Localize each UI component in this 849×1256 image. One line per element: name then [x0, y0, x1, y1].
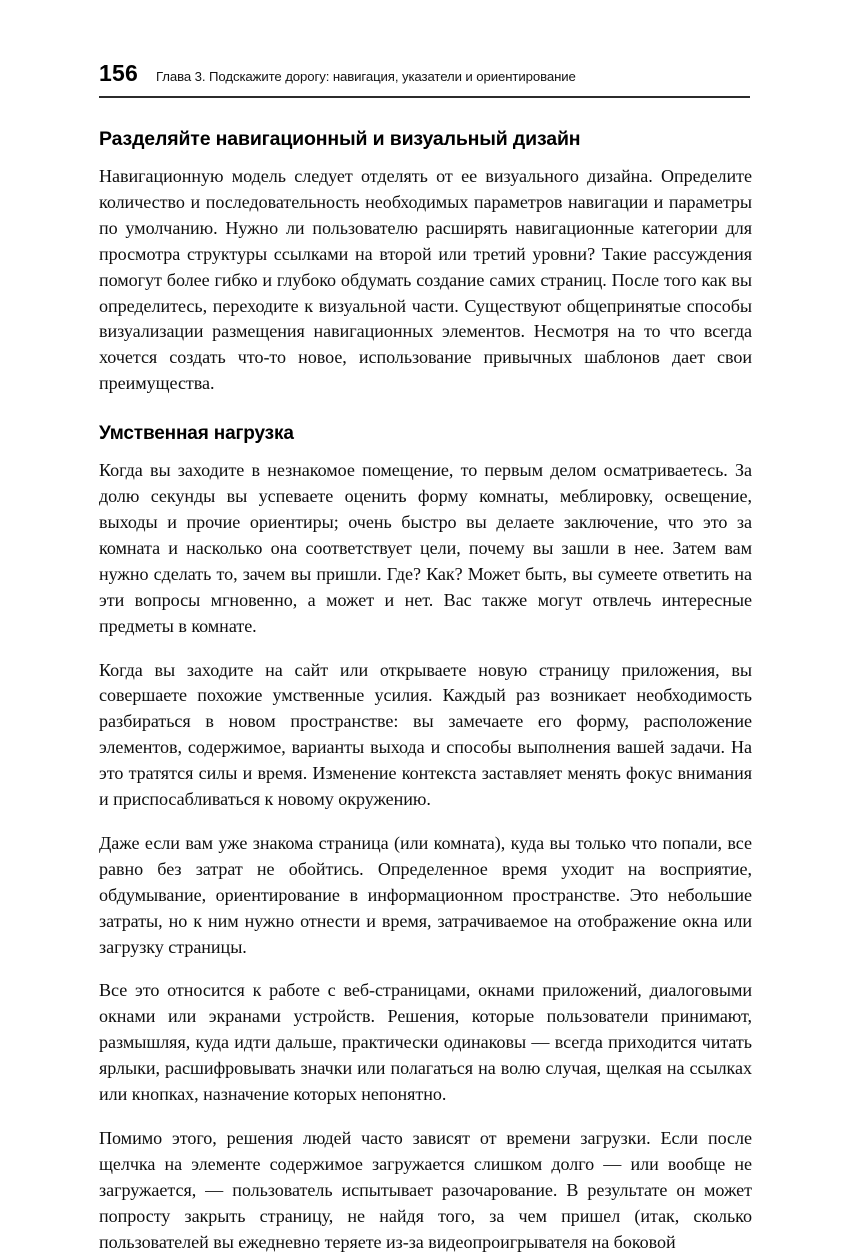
- paragraph: Помимо этого, решения людей часто зависят от времени загрузки. Если после щелчка на элементе содержимое загружается слишком долго — или вообще не загружается, — пользователь испытывает разочарование. В результате он может попросту закрыть страницу, не найдя того, за чем пришел (итак, сколько пользователей вы ежедневно теряете из-за видеопроигрывателя на боковой: [99, 1128, 752, 1252]
- paragraph: Навигационную модель следует отделять от ее визуального дизайна. Определите количество и последовательность необходимых параметров навигации и параметры по умолчанию. Нужно ли пользователю расширять навигационные категории для просмотра структуры ссылками на второй или третий уровни? Такие рассуждения помогут более гибко и глубоко обдумать создание самих страниц. После того как вы определитесь, переходите к визуальной части. Существуют общепринятые способы визуализации размещения навигационных элементов. Несмотря на то что всегда хочется создать что-то новое, использование привычных шаблонов дает свои преимущества.: [99, 166, 752, 394]
- paragraph: Все это относится к работе с веб-страницами, окнами приложений, диалоговыми окнами или экранами устройств. Решения, которые пользователи принимают, размышляя, куда идти дальше, практически одинаковы — всегда приходится читать ярлыки, расшифровывать значки или полагаться на волю случая, щелкая на ссылках или кнопках, назначение которых непонятно.: [99, 980, 752, 1105]
- paragraph: Когда вы заходите на сайт или открываете новую страницу приложения, вы совершаете похожие умственные усилия. Каждый раз возникает необходимость разбираться в новом пространстве: вы замечаете его форму, расположение элементов, содержимое, варианты выхода и способы выполнения вашей задачи. На это тратятся силы и время. Изменение контекста заставляет менять фокус внимания и приспосабливаться к новому окружению.: [99, 659, 752, 810]
- page-header: [99, 60, 750, 87]
- header-divider: [99, 96, 750, 98]
- section-heading-navigation-design: Разделяйте навигационный и визуальный дизайн: [99, 128, 581, 150]
- page-number: 156: [99, 60, 138, 86]
- paragraph: Когда вы заходите в незнакомое помещение, то первым делом осматриваетесь. За долю секунды вы успеваете оценить форму комнаты, меблировку, освещение, выходы и прочие ориентиры; очень быстро вы делаете заключение, что это за комната и насколько она соответствует цели, почему вы зашли в нее. Затем вам нужно сделать то, зачем вы пришли. Где? Как? Может быть, вы сумеете ответить на эти вопросы мгновенно, а может и нет. Вас также могут отвлечь интересные предметы в комнате.: [99, 460, 752, 636]
- paragraph: Даже если вам уже знакома страница (или комната), куда вы только что попали, все равно без затрат не обойтись. Определенное время уходит на восприятие, обдумывание, ориентирование в информационном пространстве. Это небольшие затраты, но к ним нужно отнести и время, затрачиваемое на отображение окна или загрузку страницы.: [99, 832, 752, 957]
- chapter-title: Глава 3. Подскажите дорогу: навигация, указатели и ориентирование: [155, 69, 576, 84]
- page-content: [99, 128, 752, 1256]
- section-heading-mental-load: Умственная нагрузка: [99, 423, 294, 445]
